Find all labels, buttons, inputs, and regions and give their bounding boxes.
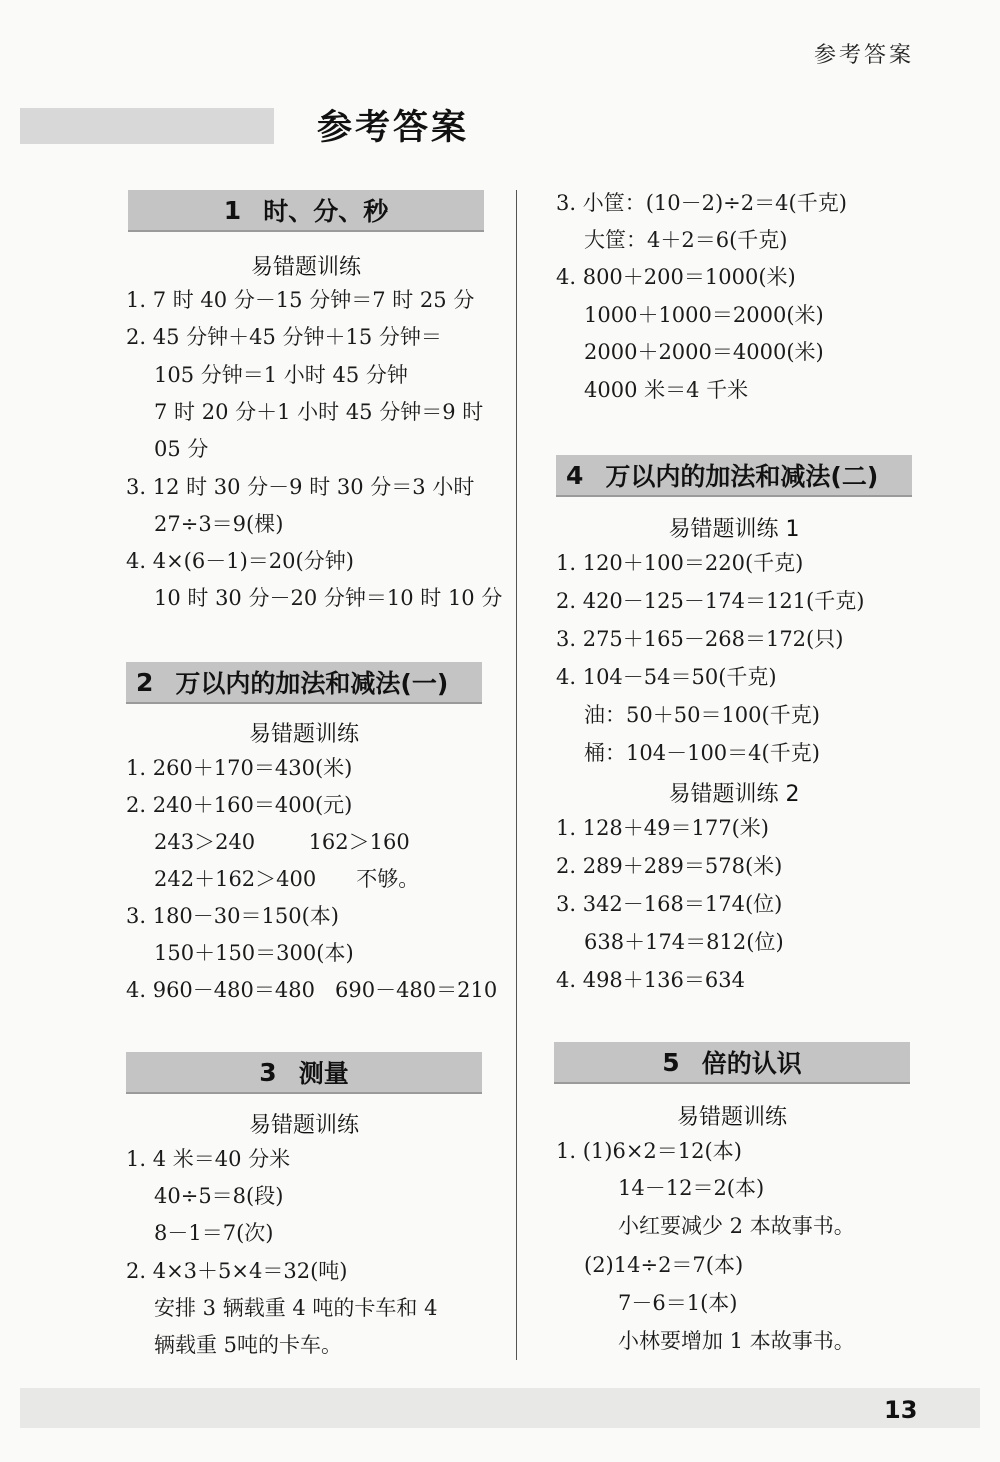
section-number: 3 <box>259 1057 277 1087</box>
answer-line: 27÷3＝9(棵) <box>154 512 284 536</box>
answer-line: 4. 104－54＝50(千克) <box>556 665 777 689</box>
answer-line: 10 时 30 分－20 分钟＝10 时 10 分 <box>154 586 503 610</box>
answer-line: 7 时 20 分＋1 小时 45 分钟＝9 时 <box>154 400 484 424</box>
answer-line: 2. 4×3＋5×4＝32(吨) <box>126 1259 348 1283</box>
running-head: 参考答案 <box>813 43 914 68</box>
section-title: 万以内的加法和减法(一) <box>175 669 449 698</box>
answer-line: 3. 342－168＝174(位) <box>556 892 783 916</box>
subtitle: 易错题训练 <box>250 255 361 280</box>
section-number: 5 <box>662 1047 680 1077</box>
section-header-2 <box>126 662 482 704</box>
answer-line: 4000 米＝4 千米 <box>584 378 749 402</box>
section-header-1 <box>128 190 484 232</box>
answer-line: 1. 120＋100＝220(千克) <box>556 551 804 575</box>
section-title: 时、分、秒 <box>263 197 389 226</box>
footer-decor-band <box>20 1388 980 1428</box>
section-number: 2 <box>136 667 154 697</box>
subtitle: 易错题训练 <box>248 722 359 747</box>
answer-line: (2)14÷2＝7(本) <box>584 1253 744 1277</box>
answer-line: 小红要减少 2 本故事书。 <box>618 1214 855 1238</box>
answer-line: 大筐：4＋2＝6(千克) <box>584 228 788 252</box>
answer-line: 2. 45 分钟＋45 分钟＋15 分钟＝ <box>126 325 442 349</box>
answer-line: 1000＋1000＝2000(米) <box>584 303 824 327</box>
section-number: 1 <box>223 195 242 225</box>
answer-line: 4. 960－480＝480 690－480＝210 <box>126 978 498 1002</box>
answer-line: 辆载重 5吨的卡车。 <box>154 1333 343 1357</box>
answer-line: 3. 12 时 30 分－9 时 30 分＝3 小时 <box>126 475 475 499</box>
column-divider <box>516 190 517 1360</box>
answer-line: 4. 4×(6－1)＝20(分钟) <box>126 549 354 573</box>
answer-line: 05 分 <box>154 437 209 461</box>
answer-line: 8－1＝7(次) <box>154 1221 274 1245</box>
section-header-3 <box>126 1052 482 1094</box>
answer-line: 小林要增加 1 本故事书。 <box>618 1329 855 1353</box>
answer-line: 1. 260＋170＝430(米) <box>126 756 353 780</box>
answer-line: 2000＋2000＝4000(米) <box>584 340 824 364</box>
answer-line: 243＞240 162＞160 <box>154 830 410 854</box>
answer-line: 14－12＝2(本) <box>618 1176 765 1200</box>
answer-line: 242＋162＞400 不够。 <box>154 867 420 891</box>
page-number: 13 <box>884 1396 918 1424</box>
section-title: 万以内的加法和减法(二) <box>605 462 879 491</box>
subtitle: 易错题训练 2 <box>668 782 800 807</box>
subtitle: 易错题训练 <box>248 1113 359 1138</box>
subtitle: 易错题训练 1 <box>668 517 800 542</box>
section-number: 4 <box>566 460 584 490</box>
answer-line: 40÷5＝8(段) <box>154 1184 284 1208</box>
answer-line: 安排 3 辆载重 4 吨的卡车和 4 <box>154 1296 438 1320</box>
answer-line: 1. 7 时 40 分－15 分钟＝7 时 25 分 <box>126 288 475 312</box>
answer-line: 4. 800＋200＝1000(米) <box>556 265 796 289</box>
answer-line: 2. 240＋160＝400(元) <box>126 793 353 817</box>
section-title: 测量 <box>298 1059 349 1088</box>
answer-line: 1. 4 米＝40 分米 <box>126 1147 291 1171</box>
answer-line: 3. 275＋165－268＝172(只) <box>556 627 844 651</box>
answer-line: 2. 420－125－174＝121(千克) <box>556 589 865 613</box>
answer-line: 4. 498＋136＝634 <box>556 968 745 992</box>
answer-line: 1. (1)6×2＝12(本) <box>556 1139 742 1163</box>
answer-line: 7－6＝1(本) <box>618 1291 738 1315</box>
section-title: 倍的认识 <box>701 1049 802 1078</box>
answer-line: 105 分钟＝1 小时 45 分钟 <box>154 363 408 387</box>
page-title: 参考答案 <box>316 108 469 148</box>
answer-line: 1. 128＋49＝177(米) <box>556 816 769 840</box>
answer-line: 3. 小筐：(10－2)÷2＝4(千克) <box>556 191 847 215</box>
answer-line: 150＋150＝300(本) <box>154 941 354 965</box>
subtitle: 易错题训练 <box>676 1105 787 1130</box>
section-header-4 <box>556 455 912 497</box>
answer-line: 油：50＋50＝100(千克) <box>584 703 820 727</box>
answer-line: 桶：104－100＝4(千克) <box>584 741 820 765</box>
answer-line: 638＋174＝812(位) <box>584 930 784 954</box>
answer-line: 3. 180－30＝150(本) <box>126 904 339 928</box>
answer-line: 2. 289＋289＝578(米) <box>556 854 783 878</box>
section-header-5 <box>554 1042 910 1084</box>
